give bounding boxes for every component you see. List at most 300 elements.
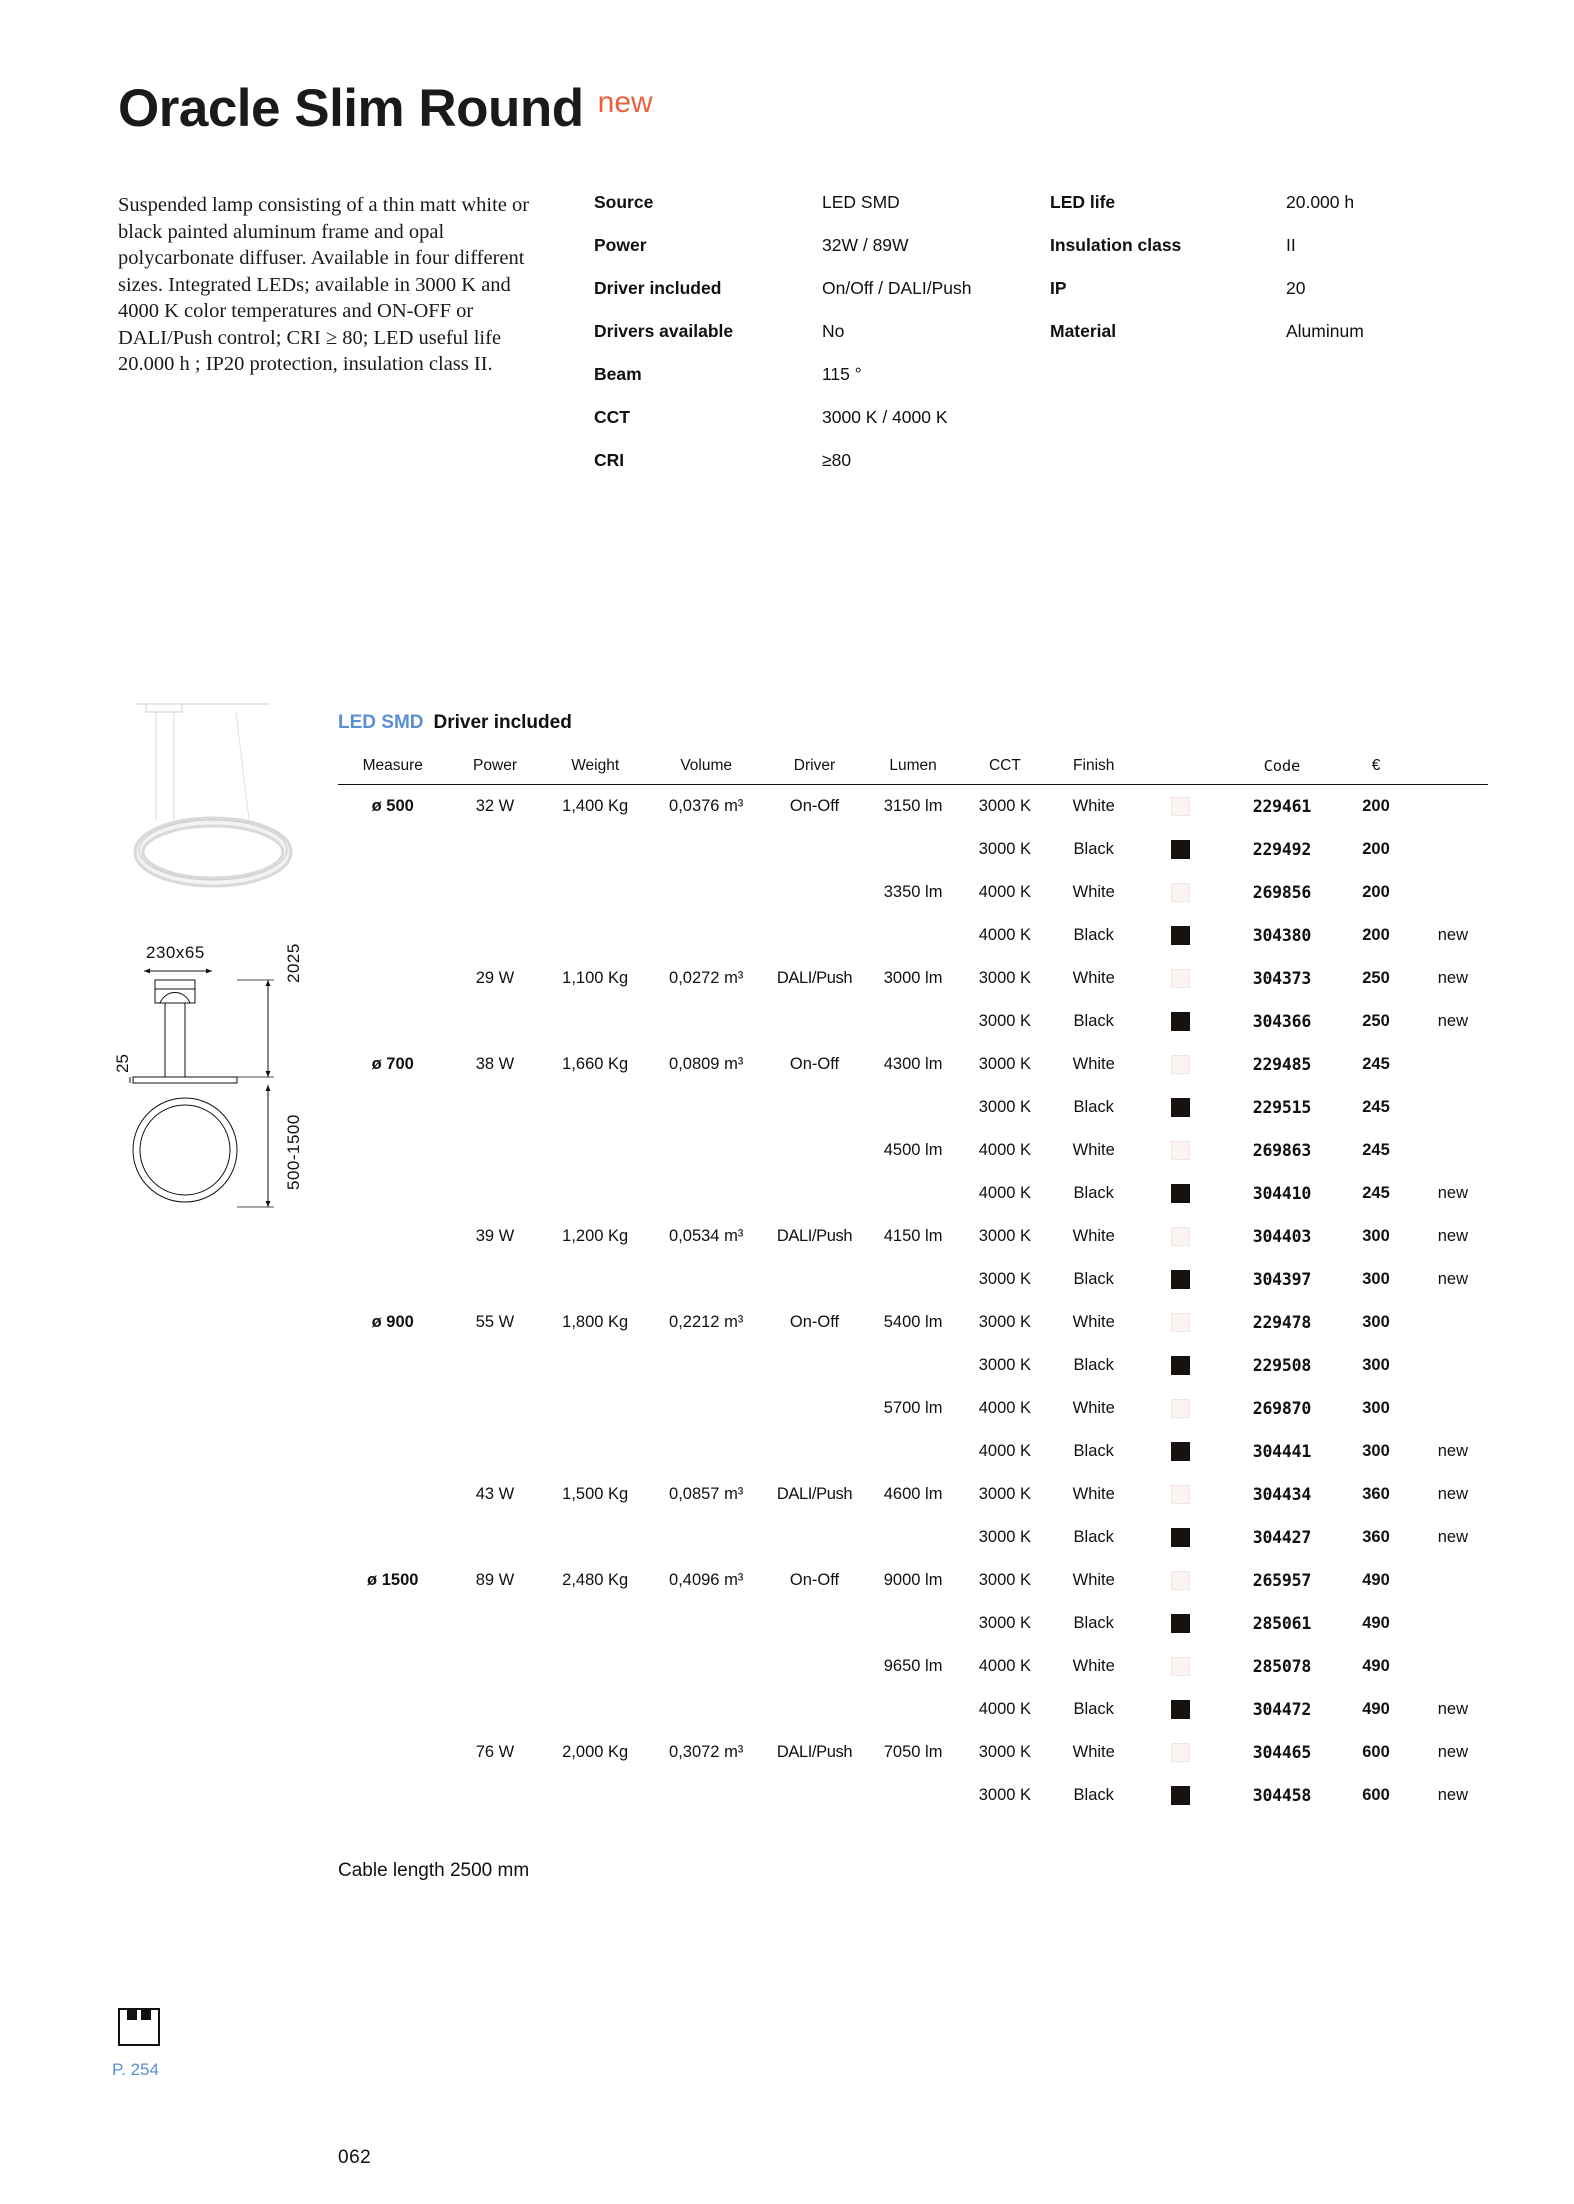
cell-price: 300 bbox=[1362, 1441, 1390, 1460]
cell-price: 490 bbox=[1362, 1656, 1390, 1675]
spec-left-value: No bbox=[822, 321, 845, 341]
cell-new-badge bbox=[1409, 1086, 1488, 1129]
cell-driver: DALI/Push bbox=[776, 1226, 853, 1245]
cell-measure bbox=[338, 1129, 447, 1172]
cell-code: 304380 bbox=[1252, 925, 1312, 945]
spec-left-label: CCT bbox=[594, 407, 630, 427]
cell-weight: 1,100 Kg bbox=[562, 968, 629, 987]
cell-driver bbox=[765, 1645, 865, 1688]
table-header bbox=[338, 756, 1488, 785]
cell-new-badge: new bbox=[1437, 1484, 1469, 1503]
table-row[interactable] bbox=[338, 914, 1488, 957]
cell-lumen bbox=[864, 1258, 961, 1301]
table-row[interactable] bbox=[338, 1301, 1488, 1344]
spec-row bbox=[1050, 192, 1470, 235]
finish-swatch-white bbox=[1171, 1571, 1190, 1590]
cell-driver: On-Off bbox=[789, 796, 840, 815]
cell-finish: Black bbox=[1073, 1183, 1114, 1202]
cell-cct: 4000 K bbox=[978, 882, 1032, 901]
cell-finish-swatch bbox=[1139, 1258, 1220, 1301]
cell-volume bbox=[648, 1645, 765, 1688]
table-row[interactable] bbox=[338, 871, 1488, 914]
cell-cct: 4000 K bbox=[978, 1183, 1032, 1202]
spec-left-label: CRI bbox=[594, 450, 625, 470]
cell-lumen: 5700 lm bbox=[883, 1398, 943, 1417]
cell-finish-swatch bbox=[1139, 1430, 1220, 1473]
cell-driver bbox=[765, 1430, 865, 1473]
cell-driver bbox=[765, 828, 865, 871]
cell-price: 360 bbox=[1362, 1527, 1390, 1546]
cell-driver bbox=[765, 1344, 865, 1387]
cell-finish-swatch bbox=[1139, 1387, 1220, 1430]
page-title-text: Oracle Slim Round bbox=[118, 79, 584, 138]
cell-new-badge bbox=[1409, 1645, 1488, 1688]
cell-code: 304441 bbox=[1252, 1441, 1312, 1461]
cell-finish-swatch bbox=[1139, 1645, 1220, 1688]
cell-power bbox=[447, 1516, 542, 1559]
cell-cct: 3000 K bbox=[978, 1011, 1032, 1030]
cell-driver: DALI/Push bbox=[776, 968, 853, 987]
table-row[interactable] bbox=[338, 1215, 1488, 1258]
cell-code: 229492 bbox=[1252, 839, 1312, 859]
cell-price: 250 bbox=[1362, 1011, 1390, 1030]
table-row[interactable] bbox=[338, 1559, 1488, 1602]
cell-lumen bbox=[864, 1516, 961, 1559]
column-header: Lumen bbox=[889, 757, 937, 774]
cell-measure bbox=[338, 871, 447, 914]
cell-cct: 3000 K bbox=[978, 1312, 1032, 1331]
table-body bbox=[338, 785, 1488, 1817]
cell-lumen bbox=[864, 828, 961, 871]
cell-measure: ø 1500 bbox=[367, 1570, 419, 1589]
finish-swatch-black bbox=[1171, 1012, 1190, 1031]
cell-code: 265957 bbox=[1252, 1570, 1312, 1590]
table-heading bbox=[338, 712, 1488, 734]
cell-price: 200 bbox=[1362, 925, 1390, 944]
cell-power: 32 W bbox=[475, 796, 515, 815]
cell-power: 76 W bbox=[475, 1742, 515, 1761]
cell-price: 245 bbox=[1362, 1054, 1390, 1073]
cell-driver bbox=[765, 1172, 865, 1215]
cell-finish: Black bbox=[1073, 1527, 1114, 1546]
cell-volume: 0,3072 m³ bbox=[669, 1742, 744, 1761]
cell-code: 269863 bbox=[1252, 1140, 1312, 1160]
table-row[interactable] bbox=[338, 1043, 1488, 1086]
spec-row bbox=[594, 235, 1014, 278]
cell-power bbox=[447, 1129, 542, 1172]
finish-swatch-black bbox=[1171, 1098, 1190, 1117]
cell-weight bbox=[543, 1774, 648, 1817]
cell-price: 600 bbox=[1362, 1742, 1390, 1761]
cell-driver bbox=[765, 1086, 865, 1129]
cell-finish: Black bbox=[1073, 1613, 1114, 1632]
cell-weight bbox=[543, 1344, 648, 1387]
table-row[interactable] bbox=[338, 1645, 1488, 1688]
cell-finish: White bbox=[1072, 1226, 1115, 1245]
cell-finish-swatch bbox=[1139, 1172, 1220, 1215]
cell-new-badge: new bbox=[1437, 1011, 1469, 1030]
cell-measure bbox=[338, 1731, 447, 1774]
cell-power: 38 W bbox=[475, 1054, 515, 1073]
cell-new-badge bbox=[1409, 1602, 1488, 1645]
cell-finish: White bbox=[1072, 1312, 1115, 1331]
cell-cct: 3000 K bbox=[978, 839, 1032, 858]
cell-volume bbox=[648, 1129, 765, 1172]
cell-code: 285061 bbox=[1252, 1613, 1312, 1633]
cell-power bbox=[447, 1602, 542, 1645]
cell-measure bbox=[338, 1172, 447, 1215]
finish-swatch-white bbox=[1171, 1399, 1190, 1418]
cell-finish: Black bbox=[1073, 1355, 1114, 1374]
cell-weight bbox=[543, 1172, 648, 1215]
cell-lumen: 4150 lm bbox=[883, 1226, 943, 1245]
cell-code: 304397 bbox=[1252, 1269, 1312, 1289]
cell-driver bbox=[765, 1602, 865, 1645]
cell-weight: 1,800 Kg bbox=[562, 1312, 629, 1331]
cell-measure: ø 500 bbox=[371, 796, 414, 815]
cell-volume: 0,0857 m³ bbox=[669, 1484, 744, 1503]
cell-weight bbox=[543, 828, 648, 871]
cell-lumen bbox=[864, 1688, 961, 1731]
table-row[interactable] bbox=[338, 1688, 1488, 1731]
column-header: Volume bbox=[680, 757, 733, 774]
cell-price: 600 bbox=[1362, 1785, 1390, 1804]
table-row[interactable] bbox=[338, 828, 1488, 871]
finish-swatch-white bbox=[1171, 1141, 1190, 1160]
cell-cct: 3000 K bbox=[978, 968, 1032, 987]
cell-finish-swatch bbox=[1139, 1086, 1220, 1129]
finish-swatch-black bbox=[1171, 1442, 1190, 1461]
finish-swatch-black bbox=[1171, 1786, 1190, 1805]
table-row[interactable] bbox=[338, 1387, 1488, 1430]
spec-row bbox=[1050, 235, 1470, 278]
cell-finish-swatch bbox=[1139, 957, 1220, 1000]
cell-finish-swatch bbox=[1139, 871, 1220, 914]
spec-list-right bbox=[1050, 192, 1470, 364]
cell-price: 245 bbox=[1362, 1097, 1390, 1116]
spec-right-label: LED life bbox=[1050, 192, 1116, 212]
cell-new-badge: new bbox=[1437, 1527, 1469, 1546]
spec-row bbox=[594, 364, 1014, 407]
spec-right-value: 20 bbox=[1286, 278, 1306, 298]
cell-cct: 3000 K bbox=[978, 1742, 1032, 1761]
cell-code: 269870 bbox=[1252, 1398, 1312, 1418]
finish-swatch-white bbox=[1171, 1743, 1190, 1762]
cell-lumen bbox=[864, 1602, 961, 1645]
finish-swatch-white bbox=[1171, 797, 1190, 816]
cell-code: 304410 bbox=[1252, 1183, 1312, 1203]
spec-left-label: Beam bbox=[594, 364, 642, 384]
cell-volume bbox=[648, 1516, 765, 1559]
finish-swatch-black bbox=[1171, 1614, 1190, 1633]
cell-finish-swatch bbox=[1139, 1043, 1220, 1086]
cell-driver bbox=[765, 1774, 865, 1817]
cell-lumen: 3000 lm bbox=[883, 968, 943, 987]
cell-new-badge: new bbox=[1437, 1183, 1469, 1202]
cell-code: 304434 bbox=[1252, 1484, 1312, 1504]
cell-new-badge bbox=[1409, 785, 1488, 828]
table-row[interactable] bbox=[338, 1602, 1488, 1645]
dimension-height-label: 2025 bbox=[284, 943, 303, 983]
cell-power bbox=[447, 1172, 542, 1215]
cell-finish: Black bbox=[1073, 1269, 1114, 1288]
cell-driver bbox=[765, 1387, 865, 1430]
cell-price: 200 bbox=[1362, 839, 1390, 858]
cell-driver: DALI/Push bbox=[776, 1484, 853, 1503]
cell-measure bbox=[338, 828, 447, 871]
cell-price: 300 bbox=[1362, 1398, 1390, 1417]
cell-measure bbox=[338, 914, 447, 957]
cell-cct: 4000 K bbox=[978, 1656, 1032, 1675]
cell-measure bbox=[338, 1516, 447, 1559]
cell-power bbox=[447, 1086, 542, 1129]
cell-measure bbox=[338, 1344, 447, 1387]
cell-power bbox=[447, 1774, 542, 1817]
column-header: Measure bbox=[362, 757, 423, 774]
cell-price: 490 bbox=[1362, 1613, 1390, 1632]
cell-cct: 4000 K bbox=[978, 925, 1032, 944]
cell-finish: White bbox=[1072, 882, 1115, 901]
cell-finish-swatch bbox=[1139, 828, 1220, 871]
cell-new-badge bbox=[1409, 1387, 1488, 1430]
cell-volume: 0,0376 m³ bbox=[669, 796, 744, 815]
page-title bbox=[118, 78, 653, 139]
cell-finish-swatch bbox=[1139, 914, 1220, 957]
cell-new-badge bbox=[1409, 1043, 1488, 1086]
cell-finish: White bbox=[1072, 968, 1115, 987]
cell-finish: Black bbox=[1073, 1011, 1114, 1030]
finish-swatch-white bbox=[1171, 883, 1190, 902]
cell-finish: White bbox=[1072, 1570, 1115, 1589]
cell-finish-swatch bbox=[1139, 1688, 1220, 1731]
cell-new-badge bbox=[1409, 1559, 1488, 1602]
cell-weight bbox=[543, 1516, 648, 1559]
cell-driver bbox=[765, 1000, 865, 1043]
cell-price: 250 bbox=[1362, 968, 1390, 987]
cell-finish-swatch bbox=[1139, 1731, 1220, 1774]
table-row[interactable] bbox=[338, 957, 1488, 1000]
cell-finish: White bbox=[1072, 1054, 1115, 1073]
cell-code: 304373 bbox=[1252, 968, 1312, 988]
cell-code: 229515 bbox=[1252, 1097, 1312, 1117]
cell-cct: 3000 K bbox=[978, 1226, 1032, 1245]
cell-volume bbox=[648, 1344, 765, 1387]
cell-power bbox=[447, 914, 542, 957]
cell-price: 300 bbox=[1362, 1355, 1390, 1374]
cell-new-badge bbox=[1409, 1129, 1488, 1172]
cell-cct: 3000 K bbox=[978, 1484, 1032, 1503]
spec-right-value: 20.000 h bbox=[1286, 192, 1355, 212]
cell-measure bbox=[338, 1215, 447, 1258]
cell-price: 245 bbox=[1362, 1140, 1390, 1159]
cell-code: 285078 bbox=[1252, 1656, 1312, 1676]
cell-new-badge: new bbox=[1437, 1441, 1469, 1460]
cell-new-badge: new bbox=[1437, 1742, 1469, 1761]
cell-price: 200 bbox=[1362, 796, 1390, 815]
cell-volume bbox=[648, 1172, 765, 1215]
spec-right-value: II bbox=[1286, 235, 1296, 255]
spec-row bbox=[1050, 278, 1470, 321]
cell-new-badge: new bbox=[1437, 1269, 1469, 1288]
table-row[interactable] bbox=[338, 1516, 1488, 1559]
spec-right-value: Aluminum bbox=[1286, 321, 1364, 341]
cell-lumen: 4500 lm bbox=[883, 1140, 943, 1159]
cell-finish: Black bbox=[1073, 925, 1114, 944]
cell-driver: DALI/Push bbox=[776, 1742, 853, 1761]
table-row[interactable] bbox=[338, 1473, 1488, 1516]
cell-weight bbox=[543, 1602, 648, 1645]
cell-code: 229461 bbox=[1252, 796, 1312, 816]
cell-weight bbox=[543, 1086, 648, 1129]
cell-volume bbox=[648, 1430, 765, 1473]
cell-cct: 3000 K bbox=[978, 1355, 1032, 1374]
cell-finish: White bbox=[1072, 1484, 1115, 1503]
cell-power bbox=[447, 1258, 542, 1301]
spec-left-label: Driver included bbox=[594, 278, 722, 298]
table-row[interactable] bbox=[338, 1258, 1488, 1301]
cell-new-badge: new bbox=[1437, 1699, 1469, 1718]
cell-weight: 2,000 Kg bbox=[562, 1742, 629, 1761]
cell-new-badge: new bbox=[1437, 1785, 1469, 1804]
cell-new-badge: new bbox=[1437, 1226, 1469, 1245]
cell-measure bbox=[338, 1086, 447, 1129]
cell-weight: 1,660 Kg bbox=[562, 1054, 629, 1073]
cell-price: 300 bbox=[1362, 1226, 1390, 1245]
table-row[interactable] bbox=[338, 1731, 1488, 1774]
cell-finish-swatch bbox=[1139, 1129, 1220, 1172]
cell-driver: On-Off bbox=[789, 1312, 840, 1331]
cell-cct: 3000 K bbox=[978, 1097, 1032, 1116]
cell-cct: 3000 K bbox=[978, 1054, 1032, 1073]
dimension-thickness-label: 25 bbox=[113, 1054, 132, 1073]
cell-volume bbox=[648, 1688, 765, 1731]
cell-code: 304366 bbox=[1252, 1011, 1312, 1031]
cell-weight bbox=[543, 914, 648, 957]
cell-lumen bbox=[864, 1430, 961, 1473]
cell-new-badge bbox=[1409, 871, 1488, 914]
table-row[interactable] bbox=[338, 785, 1488, 828]
spec-right-label: IP bbox=[1050, 278, 1067, 298]
product-drawing bbox=[108, 700, 338, 1240]
suspended-ring-lamp-illustration bbox=[118, 700, 308, 915]
dimension-drop-label: 500-1500 bbox=[284, 1114, 303, 1190]
cell-weight bbox=[543, 871, 648, 914]
cable-length-note: Cable length 2500 mm bbox=[338, 1860, 530, 1881]
cell-finish: Black bbox=[1073, 839, 1114, 858]
table-row[interactable] bbox=[338, 1129, 1488, 1172]
table-row[interactable] bbox=[338, 1344, 1488, 1387]
spec-right-label: Material bbox=[1050, 321, 1117, 341]
table-row[interactable] bbox=[338, 1774, 1488, 1817]
cell-driver bbox=[765, 1516, 865, 1559]
cell-volume bbox=[648, 1602, 765, 1645]
cell-volume bbox=[648, 1086, 765, 1129]
cell-finish: Black bbox=[1073, 1097, 1114, 1116]
cell-lumen: 3350 lm bbox=[883, 882, 943, 901]
column-header bbox=[1409, 756, 1488, 785]
table-row[interactable] bbox=[338, 1086, 1488, 1129]
column-header bbox=[1139, 756, 1220, 785]
cell-measure bbox=[338, 1774, 447, 1817]
cell-volume bbox=[648, 871, 765, 914]
footer-reference[interactable]: P. 254 bbox=[112, 2060, 159, 2079]
cell-measure bbox=[338, 1473, 447, 1516]
cell-price: 490 bbox=[1362, 1699, 1390, 1718]
spec-left-value: 115 ° bbox=[822, 364, 862, 384]
finish-swatch-black bbox=[1171, 1528, 1190, 1547]
cell-cct: 3000 K bbox=[978, 1570, 1032, 1589]
cell-lumen: 4300 lm bbox=[883, 1054, 943, 1073]
table-driver-label: Driver included bbox=[433, 712, 572, 733]
cell-lumen bbox=[864, 1344, 961, 1387]
cell-power: 29 W bbox=[475, 968, 515, 987]
cell-price: 200 bbox=[1362, 882, 1390, 901]
finish-swatch-white bbox=[1171, 969, 1190, 988]
finish-swatch-white bbox=[1171, 1055, 1190, 1074]
spec-row bbox=[1050, 321, 1470, 364]
cell-volume bbox=[648, 1258, 765, 1301]
finish-swatch-black bbox=[1171, 1270, 1190, 1289]
spec-row bbox=[594, 278, 1014, 321]
finish-swatch-black bbox=[1171, 1700, 1190, 1719]
cell-volume bbox=[648, 1774, 765, 1817]
finish-swatch-white bbox=[1171, 1485, 1190, 1504]
cell-new-badge bbox=[1409, 1301, 1488, 1344]
cell-lumen bbox=[864, 1172, 961, 1215]
product-description: Suspended lamp consisting of a thin matt white or black painted aluminum frame and opal polycarbonate diffuser. Available in four different sizes. Integrated LEDs; available in 3000 K and 4000 K color temperatures and ON-OFF or DALI/Push control; CRI ≥ 80; LED useful life 20.000 h ; IP20 protection, insulation class II. bbox=[118, 194, 530, 375]
cell-weight bbox=[543, 1000, 648, 1043]
cell-finish: White bbox=[1072, 1742, 1115, 1761]
cell-power bbox=[447, 871, 542, 914]
cell-weight bbox=[543, 1258, 648, 1301]
cell-weight bbox=[543, 1387, 648, 1430]
table-row[interactable] bbox=[338, 1172, 1488, 1215]
cell-finish-swatch bbox=[1139, 1301, 1220, 1344]
cell-code: 229508 bbox=[1252, 1355, 1312, 1375]
spec-left-value: 32W / 89W bbox=[822, 235, 909, 255]
cell-power: 89 W bbox=[475, 1570, 515, 1589]
spec-left-label: Power bbox=[594, 235, 647, 255]
cell-measure bbox=[338, 1387, 447, 1430]
cell-finish-swatch bbox=[1139, 1473, 1220, 1516]
cell-finish-swatch bbox=[1139, 1000, 1220, 1043]
column-header: Finish bbox=[1073, 757, 1115, 774]
cell-power: 55 W bbox=[475, 1312, 515, 1331]
cell-finish-swatch bbox=[1139, 1774, 1220, 1817]
finish-swatch-white bbox=[1171, 1657, 1190, 1676]
dimension-schematic bbox=[108, 945, 338, 1235]
cell-finish: White bbox=[1072, 1656, 1115, 1675]
column-header: Weight bbox=[571, 757, 620, 774]
cell-weight bbox=[543, 1645, 648, 1688]
cell-code: 304403 bbox=[1252, 1226, 1312, 1246]
cell-finish-swatch bbox=[1139, 1559, 1220, 1602]
cell-volume: 0,0534 m³ bbox=[669, 1226, 744, 1245]
cell-finish-swatch bbox=[1139, 1516, 1220, 1559]
cell-finish: White bbox=[1072, 1398, 1115, 1417]
cell-finish: Black bbox=[1073, 1441, 1114, 1460]
cell-power bbox=[447, 828, 542, 871]
cell-measure bbox=[338, 1430, 447, 1473]
table-row[interactable] bbox=[338, 1000, 1488, 1043]
table-row[interactable] bbox=[338, 1430, 1488, 1473]
cell-volume: 0,0809 m³ bbox=[669, 1054, 744, 1073]
cell-price: 300 bbox=[1362, 1312, 1390, 1331]
cell-lumen: 3150 lm bbox=[883, 796, 943, 815]
spec-left-value: 3000 K / 4000 K bbox=[822, 407, 948, 427]
cell-lumen bbox=[864, 1086, 961, 1129]
cell-new-badge bbox=[1409, 828, 1488, 871]
